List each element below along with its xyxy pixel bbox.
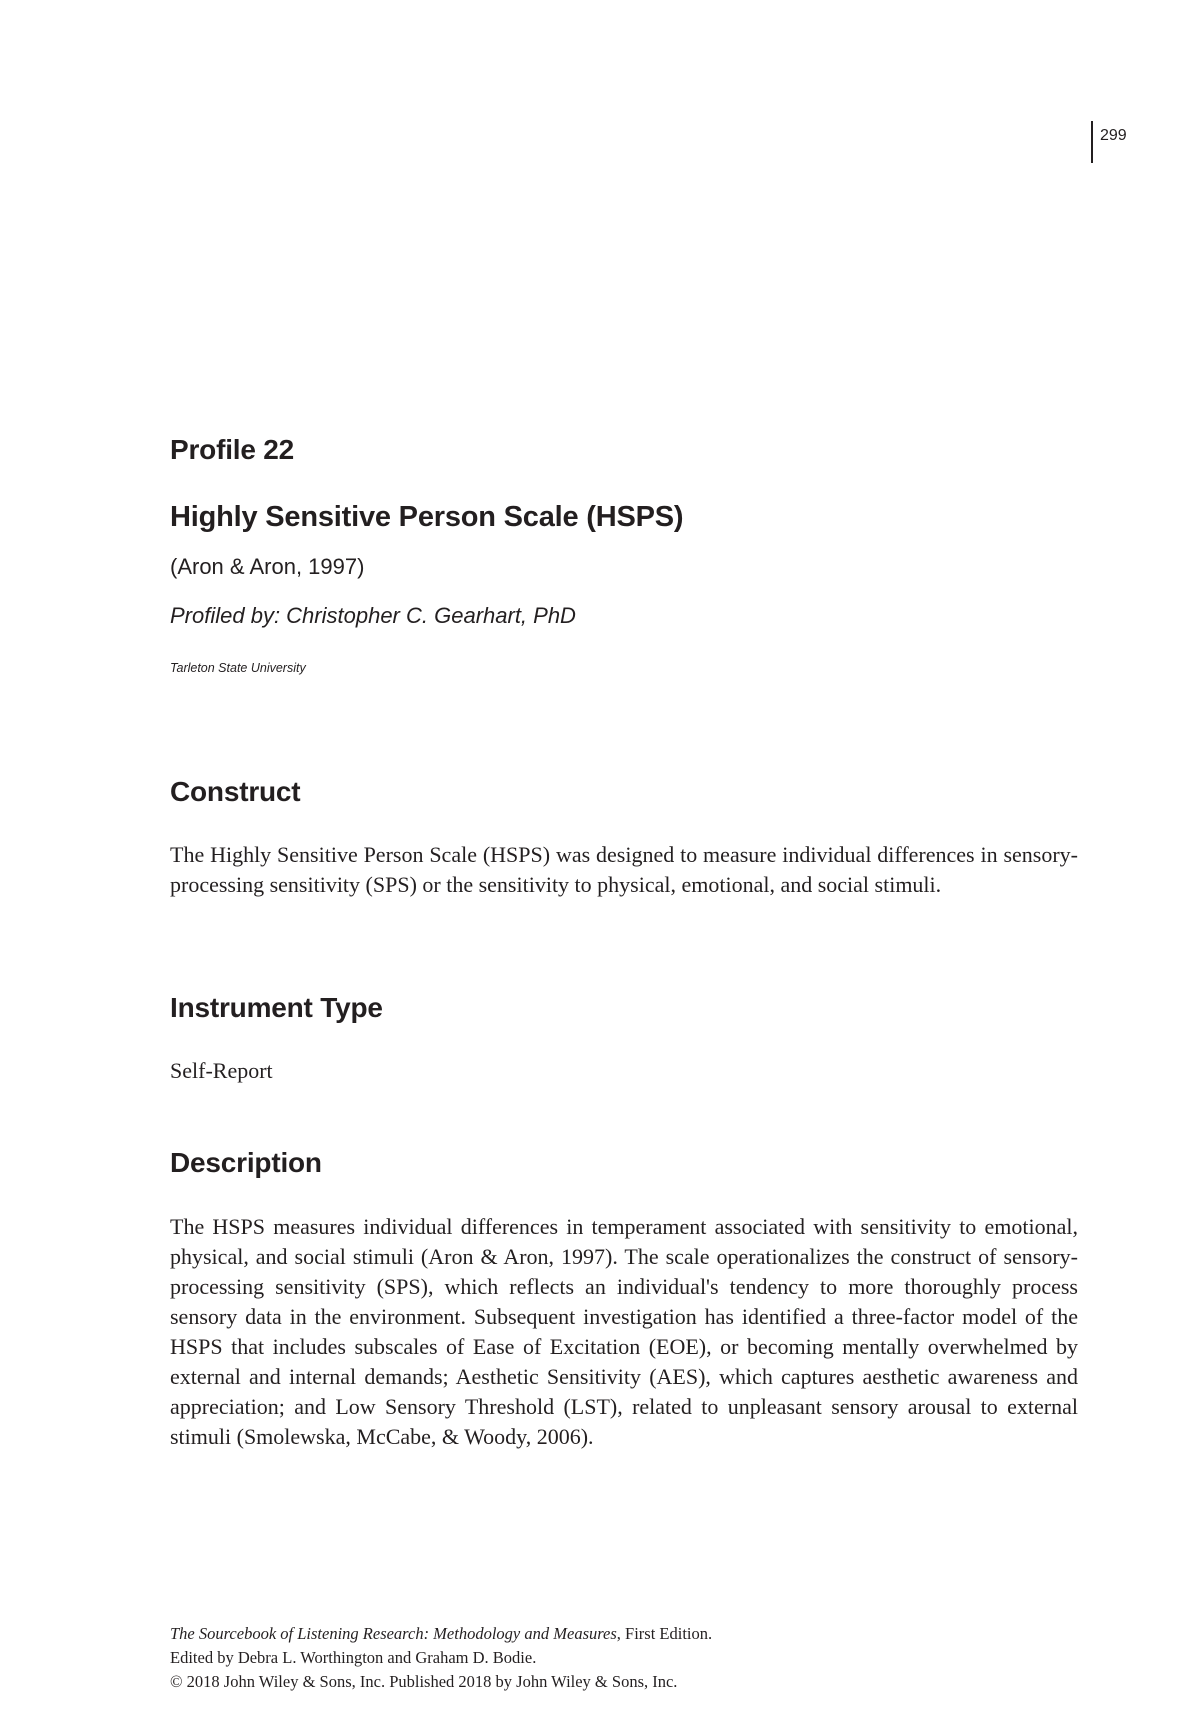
construct-text: The Highly Sensitive Person Scale (HSPS) was designed to measure individual differences in sensory-processing sensitivity (SPS) or the sensitivity to physical, emotional, and social stimuli.: [170, 842, 1078, 897]
footer-edition: , First Edition.: [616, 1624, 713, 1643]
construct-heading: Construct: [170, 776, 301, 807]
footer-copyright: © 2018 John Wiley & Sons, Inc. Published 2018 by John Wiley & Sons, Inc.: [170, 1672, 678, 1691]
instrument-type-heading: Instrument Type: [170, 992, 383, 1023]
footer-book-title: The Sourcebook of Listening Research: Methodology and Measures: [170, 1624, 617, 1643]
profile-label: Profile 22: [170, 434, 295, 465]
page-number-rule: [1091, 121, 1093, 163]
description-heading: Description: [170, 1147, 322, 1178]
affiliation: Tarleton State University: [170, 661, 306, 675]
footer-editors: Edited by Debra L. Worthington and Graham D. Bodie.: [170, 1648, 537, 1667]
footer: [170, 1622, 712, 1694]
profile-title: Highly Sensitive Person Scale (HSPS): [170, 501, 684, 533]
profiled-by: Profiled by: Christopher C. Gearhart, PhD: [170, 603, 576, 628]
page-number: 299: [1100, 127, 1127, 144]
description-text: The HSPS measures individual differences in temperament associated with sensitivity to emotional, physical, and social stimuli (Aron & Aron, 1997). The scale operationalizes the construct of sensory-processing sensitivity (SPS), which reflects an individual's tendency to more thoroughly process sensory data in the environment. Subsequent investigation has identified a three-factor model of the HSPS that includes subscales of Ease of Excitation (EOE), or becoming mentally overwhelmed by external and internal demands; Aesthetic Sensitivity (AES), which captures aesthetic awareness and appreciation; and Low Sensory Threshold (LST), related to unpleasant sensory arousal to external stimuli (Smolewska, McCabe, & Woody, 2006).: [170, 1214, 1078, 1449]
footer-book-line: [170, 1622, 712, 1646]
instrument-type-text: Self-Report: [170, 1058, 273, 1083]
citation: (Aron & Aron, 1997): [170, 554, 365, 579]
